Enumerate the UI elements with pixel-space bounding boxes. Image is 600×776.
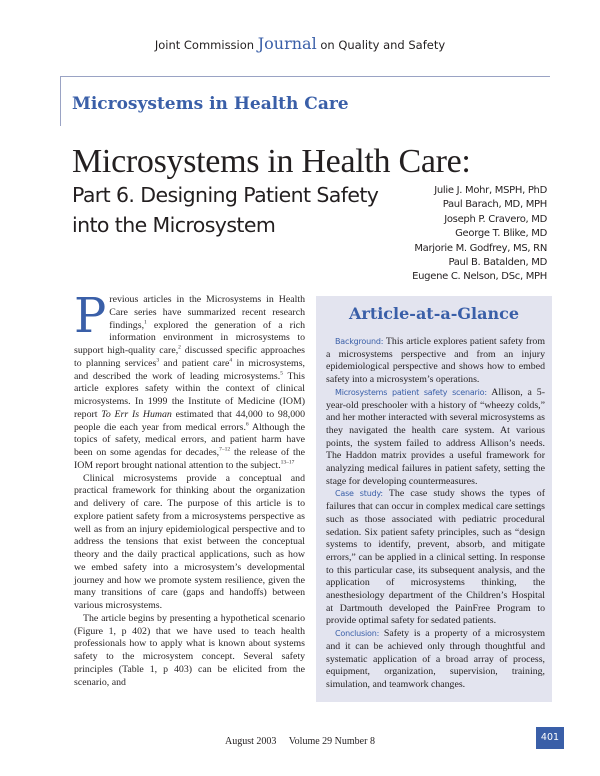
section-banner: Microsystems in Health Care [72, 94, 349, 114]
glance-label: Microsystems patient safety scenario: [335, 387, 487, 397]
issue-footer: August 2003 Volume 29 Number 8 [225, 736, 375, 747]
body-text: and patient care [159, 357, 230, 369]
article-at-a-glance-title: Article-at-a-Glance [348, 304, 520, 323]
citation: 4 [229, 357, 233, 364]
author: Marjorie M. Godfrey, MS, RN [414, 242, 547, 254]
glance-case-study [326, 488, 545, 628]
citation: 6 [245, 421, 249, 428]
body-text: estimated that 44,000 to 98,000 people die each year from medical errors. [74, 408, 305, 433]
glance-text: This article explores patient safety from a microsystems perspective and from an injury epidemiological perspective and shows how to embed safety into a microsystem’s operations. [326, 336, 545, 386]
body-text: This article explores safety within the context of clinical microsystems. In 1999 the Institute of Medicine (IOM) report [74, 370, 305, 420]
citation: 2 [178, 344, 181, 351]
author-list [412, 184, 547, 285]
body-text: in microsystems, and described the work of leading microsystems. [74, 357, 305, 382]
page-number-badge: 401 [536, 727, 564, 749]
article-title: Microsystems in Health Care: [72, 143, 471, 180]
author: George T. Blike, MD [455, 228, 547, 240]
glance-text: The case study shows the types of failures that can occur in complex medical care settings such as those associated with pediatric procedural sedation. Six patient safety principles, such as “design systems to identify, prevent, absorb, and mitigate errors,” can be applied in a clinical setting. In response to this particular case, its subsequent analysis, and the application of microsystems thinking, the anesthesiology department of the Children’s Hospital at Dartmouth developed the PainFree Program to provide optimal safety for sedated patients. [326, 488, 545, 627]
author: Paul Barach, MD, MPH [442, 199, 547, 211]
author: Joseph P. Cravero, MD [444, 213, 547, 225]
glance-label: Conclusion: [335, 629, 380, 639]
glance-label: Case study: [335, 489, 383, 499]
body-paragraph-1 [74, 288, 305, 473]
glance-scenario [326, 387, 545, 489]
author: Paul B. Batalden, MD [448, 257, 547, 269]
body-text: Although the topics of safety, medical errors, and patient harm have been on some agendas for decades, [74, 421, 305, 458]
glance-text: Safety is a property of a microsystem and it can be achieved only through thoughtful and systematic application of a broad array of process, equipment, organization, supervision, training, simulation, and teamwork changes. [326, 628, 545, 690]
article-subtitle-line2: into the Microsystem [72, 213, 276, 237]
glance-conclusion [326, 628, 545, 692]
journal-header-prefix: Joint Commission [154, 38, 255, 52]
body-text: the release of the IOM report brought national attention to the subject. [74, 447, 305, 471]
article-at-a-glance-body [326, 336, 545, 692]
journal-header [0, 34, 600, 53]
citation: 3 [156, 357, 160, 364]
body-column [74, 288, 305, 689]
glance-text: Allison, a 5-year-old preschooler with a history of “wheezy colds,” and her mother interacted with several microsystems as they navigated the health care system. At various points, the system failed to address Allison’s needs. The Haddon matrix provides a useful framework for analyzing medical failures in patient safety, setting the stage for developing countermeasures. [326, 386, 546, 487]
citation: 1 [144, 319, 147, 326]
report-title: To Err Is Human [101, 408, 172, 420]
body-text: revious articles in the Microsystems in Health Care series have summarized recent research findings, [109, 294, 305, 331]
body-paragraph-3: The article begins by presenting a hypothetical scenario (Figure 1, p 402) that we have used to teach health professionals how to apply what is known about systems safety to the microsystem concept. Several safety principles (Table 1, p 403) can be elicited from the scenario, and [74, 612, 305, 688]
body-paragraph-2: Clinical microsystems provide a conceptual and practical framework for thinking about the organization and delivery of care. The purpose of this article is to explore patient safety from a microsystems perspective as well as from an injury epidemiological perspective and to address the tensions that exist between the conceptual theory and the daily practical applications, such as how we embed safety into a microsystem’s developmental journey and how we promote system resilience, given the many transitions of care (gaps and handoffs) between various microsystems. [74, 472, 305, 611]
journal-header-suffix: on Quality and Safety [320, 38, 446, 52]
glance-label: Background: [335, 337, 384, 346]
citation: 5 [280, 370, 283, 377]
glance-background [326, 336, 545, 387]
author: Julie J. Mohr, MSPH, PhD [434, 185, 547, 196]
journal-header-journal: Journal [257, 34, 317, 53]
citation: 7–12 [219, 446, 231, 453]
body-text: explored the generation of a rich information environment in microsystems to support high-quality care, [74, 319, 305, 356]
drop-cap: P [74, 288, 107, 344]
author: Eugene C. Nelson, DSc, MPH [412, 271, 547, 283]
body-text: discussed specific approaches to planning services [74, 345, 305, 369]
article-subtitle-line1: Part 6. Designing Patient Safety [72, 183, 379, 207]
citation: 13–17 [280, 459, 295, 466]
